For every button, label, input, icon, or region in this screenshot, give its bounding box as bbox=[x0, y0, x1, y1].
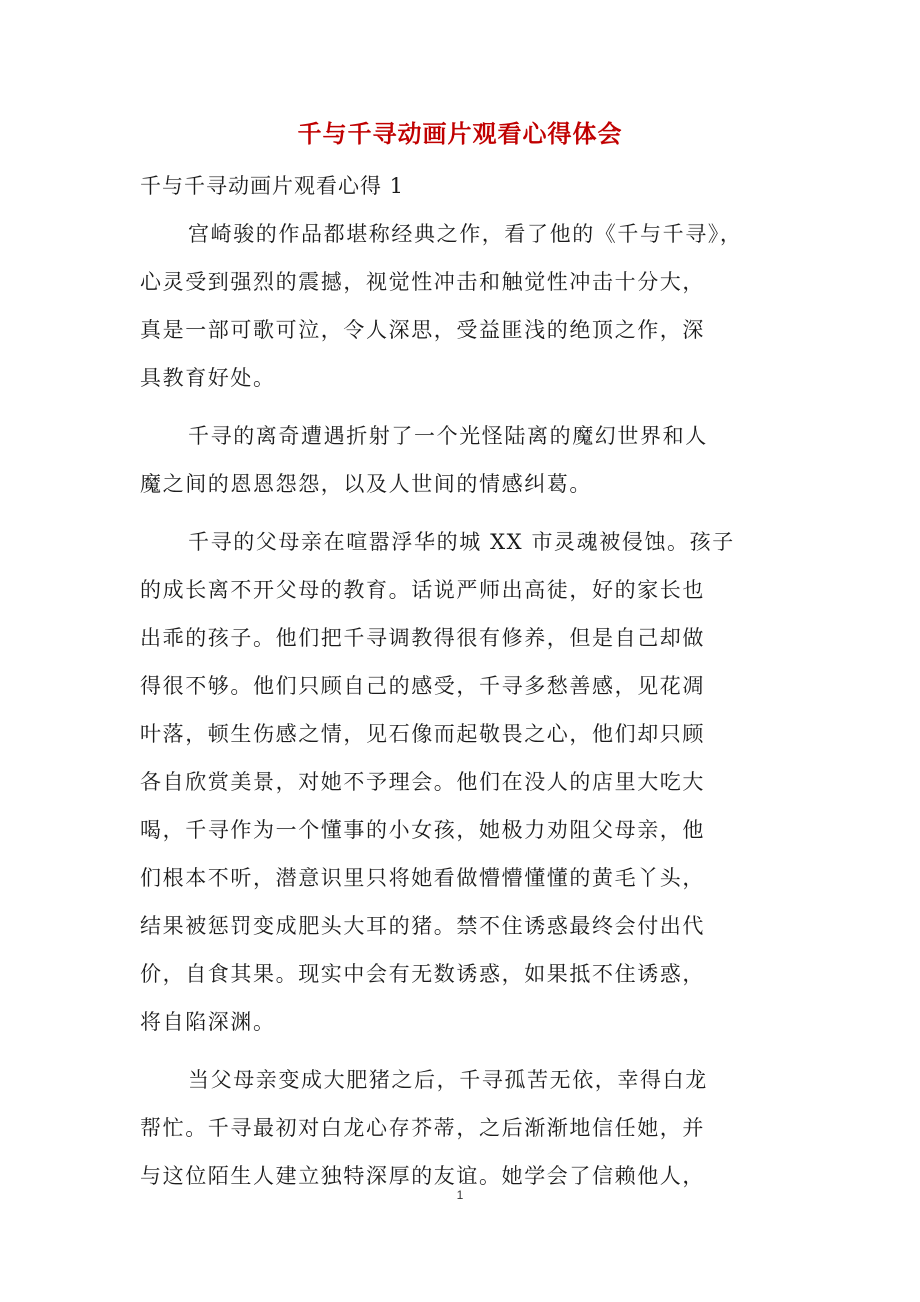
text-line: 具教育好处。 bbox=[140, 366, 276, 390]
paragraph-1 bbox=[140, 210, 780, 402]
text-line: 心灵受到强烈的震撼，视觉性冲击和触觉性冲击十分大， bbox=[140, 270, 705, 294]
text-line: 千寻的离奇遭遇折射了一个光怪陆离的魔幻世界和人 bbox=[188, 424, 708, 448]
text-line: 帮忙。千寻最初对白龙心存芥蒂，之后渐渐地信任她，并 bbox=[140, 1116, 705, 1140]
document-body bbox=[140, 210, 780, 1210]
text-line: 魔之间的恩恩怨怨，以及人世间的情感纠葛。 bbox=[140, 472, 592, 496]
text-line: 当父母亲变成大肥猪之后，千寻孤苦无依，幸得白龙 bbox=[188, 1068, 708, 1092]
text-line: 们根本不听，潜意识里只将她看做懵懵懂懂的黄毛丫头， bbox=[140, 866, 705, 890]
text-line: 得很不够。他们只顾自己的感受，千寻多愁善感，见花凋 bbox=[140, 674, 705, 698]
paragraph-3 bbox=[140, 518, 780, 1046]
text-line: 千寻的父母亲在喧嚣浮华的城 XX 市灵魂被侵蚀。孩子 bbox=[188, 530, 735, 554]
text-line: 各自欣赏美景，对她不予理会。他们在没人的店里大吃大 bbox=[140, 770, 705, 794]
section-heading: 千与千寻动画片观看心得 1 bbox=[140, 174, 405, 198]
page-number: 1 bbox=[456, 1188, 464, 1202]
paragraph-4 bbox=[140, 1056, 780, 1200]
text-line: 宫崎骏的作品都堪称经典之作，看了他的《千与千寻》， bbox=[188, 222, 743, 246]
text-line: 将自陷深渊。 bbox=[140, 1010, 276, 1034]
text-line: 出乖的孩子。他们把千寻调教得很有修养，但是自己却做 bbox=[140, 626, 705, 650]
text-line: 结果被惩罚变成肥头大耳的猪。禁不住诱惑最终会付出代 bbox=[140, 914, 705, 938]
document-title: 千与千寻动画片观看心得体会 bbox=[297, 119, 623, 148]
text-line: 叶落，顿生伤感之情，见石像而起敬畏之心，他们却只顾 bbox=[140, 722, 705, 746]
text-line: 价，自食其果。现实中会有无数诱惑，如果抵不住诱惑， bbox=[140, 962, 705, 986]
text-line: 喝，千寻作为一个懂事的小女孩，她极力劝阻父母亲，他 bbox=[140, 818, 705, 842]
text-line: 与这位陌生人建立独特深厚的友谊。她学会了信赖他人， bbox=[140, 1164, 705, 1188]
text-line: 的成长离不开父母的教育。话说严师出高徒，好的家长也 bbox=[140, 578, 705, 602]
text-line: 真是一部可歌可泣，令人深思，受益匪浅的绝顶之作，深 bbox=[140, 318, 705, 342]
paragraph-2 bbox=[140, 412, 780, 508]
